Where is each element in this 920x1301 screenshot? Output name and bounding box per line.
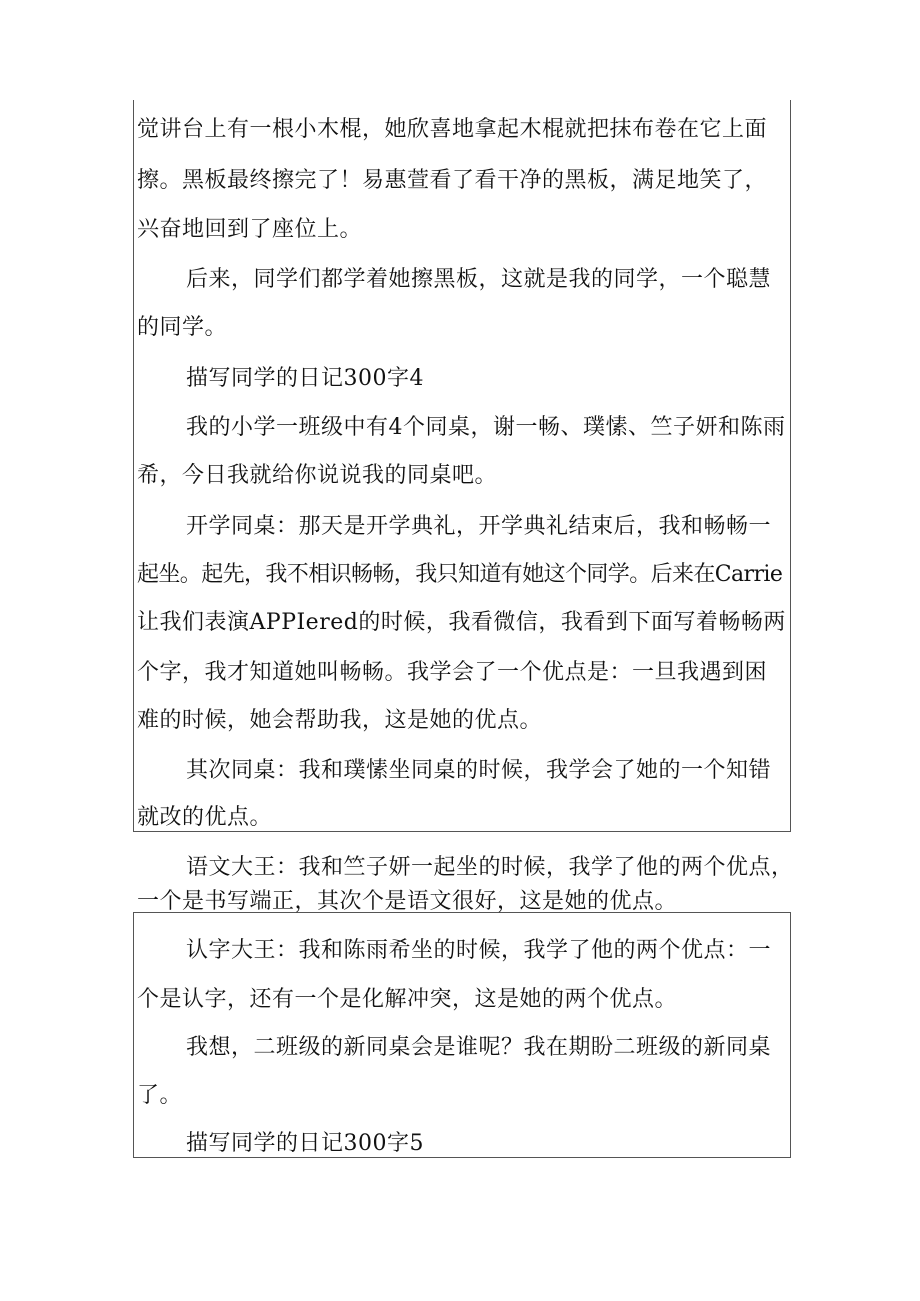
paragraph-line: 我想，二班级的新同桌会是谁呢？我在期盼二班级的新同桌 <box>186 1035 772 1060</box>
paragraph-line: 难的时候，她会帮助我，这是她的优点。 <box>137 708 543 733</box>
paragraph-line: 一个是书写端正，其次个是语文很好，这是她的优点。 <box>137 889 678 914</box>
paragraph-line: 让我们表演APPIered的时候，我看微信，我看到下面写着畅畅两 <box>137 610 786 635</box>
paragraph-line: 的同学。 <box>137 315 228 340</box>
paragraph-line: 希，今日我就给你说说我的同桌吧。 <box>137 463 498 488</box>
paragraph-line: 起坐。起先，我不相识畅畅，我只知道有她这个同学。后来在Carrie <box>137 562 783 587</box>
paragraph-line: 我的小学一班级中有4个同桌，谢一畅、璞愫、竺子妍和陈雨 <box>186 415 786 440</box>
paragraph-line: 兴奋地回到了座位上。 <box>137 217 363 242</box>
paragraph-line: 后来，同学们都学着她擦黑板，这就是我的同学，一个聪慧 <box>186 267 772 292</box>
section-heading: 描写同学的日记300字4 <box>186 366 424 391</box>
paragraph-line: 语文大王：我和竺子妍一起坐的时候，我学了他的两个优点， <box>186 855 794 880</box>
paragraph-line: 认字大王：我和陈雨希坐的时候，我学了他的两个优点：一 <box>186 938 772 963</box>
paragraph-line: 个字，我才知道她叫畅畅。我学会了一个优点是：一旦我遇到困 <box>137 660 768 685</box>
paragraph-line: 了。 <box>137 1083 183 1108</box>
section-heading: 描写同学的日记300字5 <box>186 1131 424 1156</box>
paragraph-line: 其次同桌：我和璞愫坐同桌的时候，我学会了她的一个知错 <box>186 758 772 783</box>
paragraph-line: 开学同桌：那天是开学典礼，开学典礼结束后，我和畅畅一 <box>186 514 772 539</box>
paragraph-line: 就改的优点。 <box>137 805 273 830</box>
paragraph-line: 擦。黑板最终擦完了！易惠萱看了看干净的黑板，满足地笑了， <box>137 168 768 193</box>
paragraph-line: 个是认字，还有一个是化解冲突，这是她的两个优点。 <box>137 987 678 1012</box>
paragraph-line: 觉讲台上有一根小木棍，她欣喜地拿起木棍就把抹布卷在它上面 <box>137 117 768 142</box>
